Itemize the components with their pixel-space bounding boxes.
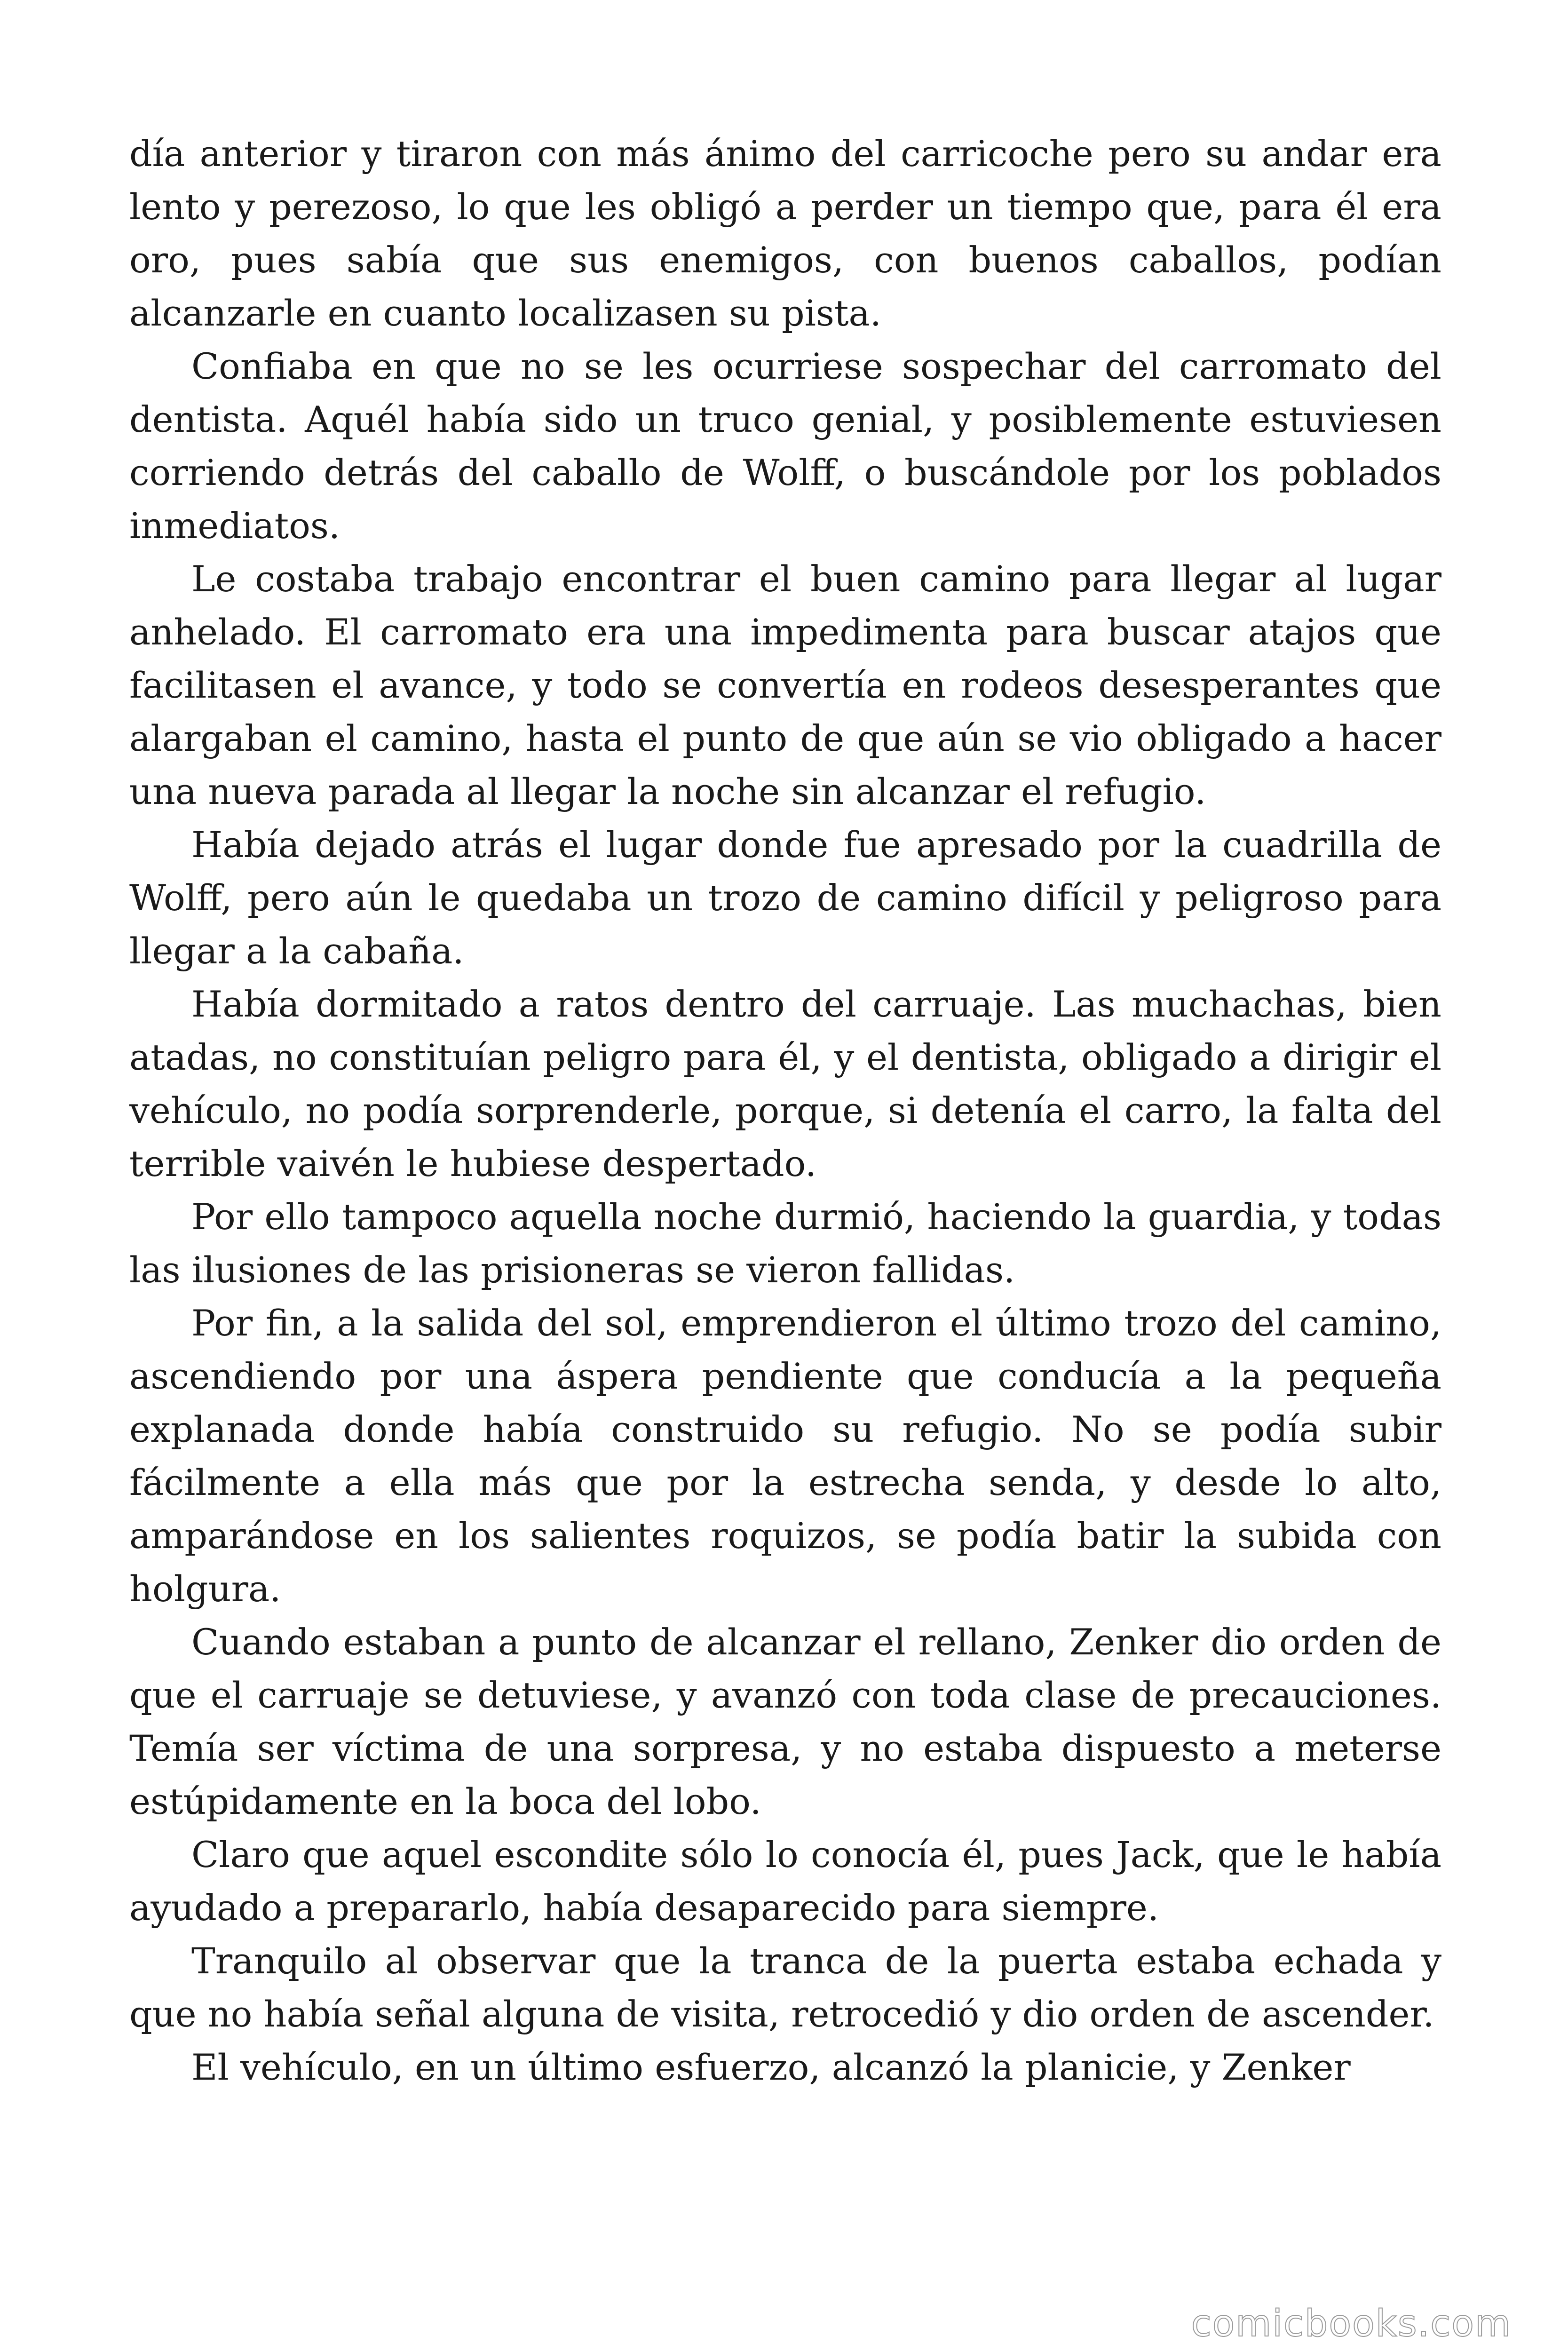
paragraph-5: Había dormitado a ratos dentro del carruaje. Las muchachas, bien atadas, no constituían peligro para él, y el dentista, obligado a dirigir el vehículo, no podía sorprenderle, porque, si detenía el carro, la falta del terrible vaivén le hubiese despertado. bbox=[129, 983, 1441, 1184]
paragraph-7: Por fin, a la salida del sol, emprendieron el último trozo del camino, ascendiendo por una áspera pendiente que conducía a la pequeña explanada donde había construido su refugio. No se podía subir fácilmente a ella más que por la estrecha senda, y desde lo alto, amparándose en los salientes roquizos, se podía batir la subida con holgura. bbox=[129, 1302, 1441, 1610]
paragraph-9: Claro que aquel escondite sólo lo conocía él, pues Jack, que le había ayudado a prepararlo, había desaparecido para siempre. bbox=[129, 1834, 1441, 1929]
paragraph-8: Cuando estaban a punto de alcanzar el rellano, Zenker dio orden de que el carruaje se detuviese, y avanzó con toda clase de precauciones. Temía ser víctima de una sorpresa, y no estaba dispuesto a meterse estúpidamente en la boca del lobo. bbox=[129, 1621, 1441, 1822]
paragraph-4: Había dejado atrás el lugar donde fue apresado por la cuadrilla de Wolff, pero aún le quedaba un trozo de camino difícil y peligroso para llegar a la cabaña. bbox=[129, 824, 1441, 972]
page-body bbox=[129, 127, 1441, 2094]
paragraph-10: Tranquilo al observar que la tranca de la puerta estaba echada y que no había señal alguna de visita, retrocedió y dio orden de ascender. bbox=[129, 1940, 1441, 2035]
paragraph-1: día anterior y tiraron con más ánimo del carricoche pero su andar era lento y perezoso, lo que les obligó a perder un tiempo que, para él era oro, pues sabía que sus enemigos, con buenos caballos, podían alcanzarle en cuanto localizasen su pista. bbox=[129, 133, 1441, 334]
paragraph-3: Le costaba trabajo encontrar el buen camino para llegar al lugar anhelado. El carromato era una impedimenta para buscar atajos que facilitasen el avance, y todo se convertía en rodeos desesperantes que alargaban el camino, hasta el punto de que aún se vio obligado a hacer una nueva parada al llegar la noche sin alcanzar el refugio. bbox=[129, 558, 1441, 812]
paragraph-2: Confiaba en que no se les ocurriese sospechar del carromato del dentista. Aquél había sido un truco genial, y posiblemente estuviesen corriendo detrás del caballo de Wolff, o buscándole por los poblados inmediatos. bbox=[129, 345, 1441, 547]
watermark: comicbooks.com bbox=[1191, 2303, 1512, 2345]
paragraph-6: Por ello tampoco aquella noche durmió, haciendo la guardia, y todas las ilusiones de las prisioneras se vieron fallidas. bbox=[129, 1196, 1441, 1291]
paragraph-11: El vehículo, en un último esfuerzo, alcanzó la planicie, y Zenker bbox=[191, 2046, 1351, 2088]
